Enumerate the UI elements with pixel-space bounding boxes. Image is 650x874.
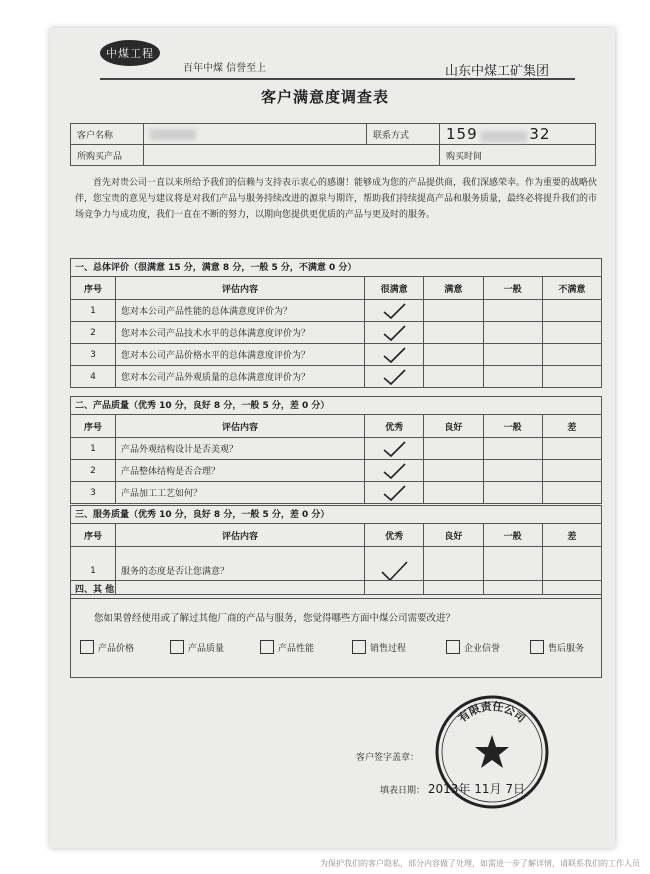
check-cell[interactable]	[483, 322, 542, 344]
row-number: 1	[71, 438, 116, 460]
check-cell[interactable]	[483, 460, 542, 482]
col-header: 序号	[71, 415, 116, 438]
col-header: 序号	[71, 277, 116, 300]
check-cell[interactable]	[365, 438, 424, 460]
row-number: 2	[71, 460, 116, 482]
row-number: 1	[71, 547, 116, 595]
check-mark-icon	[381, 368, 407, 386]
check-cell[interactable]	[483, 300, 542, 322]
checkbox[interactable]	[80, 640, 94, 654]
col-header: 一般	[483, 524, 542, 547]
check-cell[interactable]	[365, 300, 424, 322]
col-header: 评估内容	[116, 277, 365, 300]
date-value: 2013年 11月 7日	[427, 782, 525, 796]
row-number: 4	[71, 366, 116, 388]
contact-label: 联系方式	[367, 124, 440, 145]
option-price[interactable]	[80, 640, 134, 654]
check-cell[interactable]	[424, 344, 483, 366]
section-3-title: 三、服务质量（优秀 10 分，良好 8 分，一般 5 分，差 0 分）	[70, 505, 602, 523]
table-row	[71, 438, 602, 460]
option-quality[interactable]	[170, 640, 224, 654]
form-title: 客户满意度调查表	[260, 88, 389, 106]
check-cell[interactable]	[365, 482, 424, 504]
check-cell[interactable]	[365, 460, 424, 482]
table-row	[71, 366, 602, 388]
table-row	[71, 344, 602, 366]
option-label: 产品质量	[188, 643, 225, 654]
col-header: 优秀	[365, 415, 424, 438]
check-mark-icon	[381, 440, 407, 458]
seal-text: 有限责任公司	[455, 699, 529, 726]
check-mark-icon	[381, 324, 407, 342]
col-header: 不满意	[542, 277, 601, 300]
col-header: 评估内容	[116, 415, 365, 438]
table-row	[71, 300, 602, 322]
section-2-title: 二、产品质量（优秀 10 分，良好 8 分，一般 5 分，差 0 分）	[70, 396, 602, 414]
checkbox[interactable]	[170, 640, 184, 654]
question-text: 您对本公司产品性能的总体满意度评价为？	[116, 300, 365, 322]
date-label: 填表日期：	[380, 786, 426, 796]
row-number: 2	[71, 322, 116, 344]
option-label: 产品价格	[98, 643, 135, 654]
option-aftersales[interactable]	[530, 640, 584, 654]
question-text: 产品外观结构设计是否美观？	[116, 438, 365, 460]
check-cell[interactable]	[542, 322, 601, 344]
row-number: 3	[71, 482, 116, 504]
option-performance[interactable]	[260, 640, 314, 654]
check-cell[interactable]	[424, 482, 483, 504]
col-header: 差	[542, 524, 601, 547]
section-4-title: 四、其 他	[70, 580, 602, 598]
row-number: 1	[71, 300, 116, 322]
row-number: 3	[71, 344, 116, 366]
col-header: 良好	[424, 524, 483, 547]
col-header: 一般	[483, 277, 542, 300]
option-label: 产品性能	[278, 643, 315, 654]
check-cell[interactable]	[424, 438, 483, 460]
question-text: 您对本公司产品外观质量的总体满意度评价为？	[116, 366, 365, 388]
improvement-question: 您如果曾经使用或了解过其他厂商的产品与服务，您觉得哪些方面中煤公司需要改进？	[94, 613, 456, 624]
product-label: 所购买产品	[71, 145, 144, 166]
question-text: 您对本公司产品技术水平的总体满意度评价为？	[116, 322, 365, 344]
purchase-time-label: 购买时间	[446, 151, 483, 162]
check-cell[interactable]	[542, 366, 601, 388]
check-cell[interactable]	[483, 344, 542, 366]
option-reputation[interactable]	[446, 640, 500, 654]
check-cell[interactable]	[483, 366, 542, 388]
col-header: 优秀	[365, 524, 424, 547]
product-field	[144, 145, 440, 166]
checkbox[interactable]	[352, 640, 366, 654]
intro-paragraph: 首先对贵公司一直以来所给予我们的信赖与支持表示衷心的感谢！能够成为您的产品提供商，我们深感荣幸。作为重要的战略伙伴，您宝贵的意见与建议将是对我们产品与服务持续改进的源泉与期许，帮助我们持续提高产品和服务质量，最终必将提升我们的市场竞争力与成功度，我们一直在不断的努力，以期向您提供更优质的产品与更及时的服务。	[75, 178, 598, 220]
check-cell[interactable]	[365, 322, 424, 344]
check-cell[interactable]	[542, 344, 601, 366]
option-sales[interactable]	[352, 640, 406, 654]
checkbox[interactable]	[260, 640, 274, 654]
section-1-table	[70, 276, 602, 388]
question-text: 产品加工工艺如何？	[116, 482, 365, 504]
company-seal-icon	[433, 693, 551, 811]
col-header: 良好	[424, 415, 483, 438]
check-mark-icon	[381, 462, 407, 480]
phone-end: 32	[529, 125, 551, 143]
slogan: 百年中煤 信誉至上	[183, 63, 267, 74]
question-text: 您对本公司产品价格水平的总体满意度评价为？	[116, 344, 365, 366]
header-divider	[100, 78, 575, 80]
check-mark-icon	[381, 484, 407, 502]
check-cell[interactable]	[542, 438, 601, 460]
redacted-phone	[481, 131, 527, 142]
check-mark-icon	[381, 346, 407, 364]
customer-name-field	[144, 124, 367, 145]
col-header: 一般	[483, 415, 542, 438]
question-text: 服务的态度是否让您满意？	[116, 547, 365, 595]
table-row	[71, 460, 602, 482]
option-label: 售后服务	[548, 643, 585, 654]
check-cell[interactable]	[542, 482, 601, 504]
section-1-title: 一、总体评价（很满意 15 分，满意 8 分，一般 5 分，不满意 0 分）	[70, 258, 602, 276]
table-row	[71, 322, 602, 344]
col-header: 很满意	[365, 277, 424, 300]
check-cell[interactable]	[483, 438, 542, 460]
customer-name-label: 客户名称	[71, 124, 144, 145]
redacted-name	[150, 129, 196, 140]
col-header: 满意	[424, 277, 483, 300]
purchase-time-cell	[440, 145, 596, 166]
checkbox[interactable]	[530, 640, 544, 654]
section-2-table	[70, 414, 602, 504]
phone-start: 159	[446, 125, 478, 143]
check-cell[interactable]	[542, 460, 601, 482]
check-cell[interactable]	[365, 366, 424, 388]
check-cell[interactable]	[424, 460, 483, 482]
option-label: 销售过程	[370, 643, 407, 654]
option-label: 企业信誉	[464, 643, 501, 654]
check-cell[interactable]	[424, 300, 483, 322]
col-header: 序号	[71, 524, 116, 547]
check-cell[interactable]	[365, 344, 424, 366]
signature-label: 客户签字盖章：	[356, 753, 420, 763]
contact-field	[440, 124, 596, 145]
table-row	[71, 482, 602, 504]
check-cell[interactable]	[424, 322, 483, 344]
question-text: 产品整体结构是否合理？	[116, 460, 365, 482]
check-mark-icon	[381, 302, 407, 320]
check-cell[interactable]	[424, 366, 483, 388]
check-cell[interactable]	[483, 482, 542, 504]
customer-info-table	[70, 123, 596, 166]
col-header: 差	[542, 415, 601, 438]
check-mark-icon	[379, 560, 409, 582]
company-logo: 中煤工程	[100, 40, 160, 66]
checkbox[interactable]	[446, 640, 460, 654]
privacy-footer: 为保护我们的客户隐私，部分内容做了处理，如需进一步了解详情，请联系我们的工作人员	[320, 859, 640, 868]
company-name: 山东中煤工矿集团	[445, 64, 550, 79]
col-header: 评估内容	[116, 524, 365, 547]
check-cell[interactable]	[542, 300, 601, 322]
